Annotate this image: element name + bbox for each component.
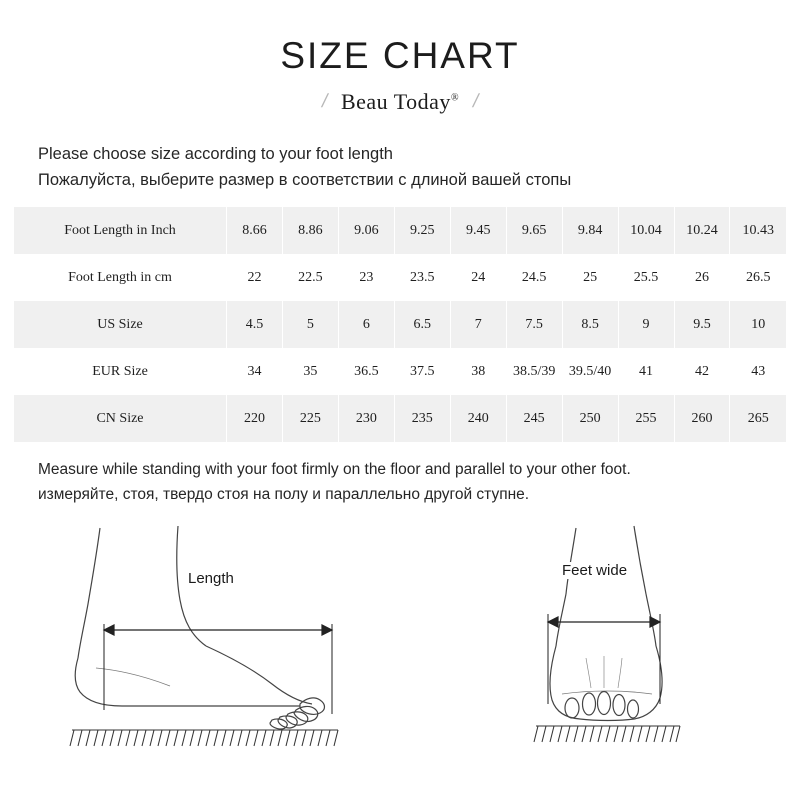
top-foot-illustration <box>550 526 662 721</box>
note-line-en: Measure while standing with your foot firmly on the floor and parallel to your other foot. <box>38 461 631 479</box>
table-cell: 9 <box>618 301 674 348</box>
table-cell: 255 <box>618 395 674 442</box>
table-cell: 25 <box>562 254 618 301</box>
row-label: CN Size <box>14 395 227 442</box>
table-cell: 42 <box>674 348 730 395</box>
table-cell: 37.5 <box>394 348 450 395</box>
brand-text: Beau Today <box>340 88 451 114</box>
row-label: EUR Size <box>14 348 227 395</box>
foot-measure-diagram <box>0 518 800 753</box>
table-row <box>14 254 786 301</box>
table-cell: 230 <box>338 395 394 442</box>
table-cell: 24.5 <box>506 254 562 301</box>
table-row <box>14 348 786 395</box>
table-cell: 23.5 <box>394 254 450 301</box>
table-cell: 39.5/40 <box>562 348 618 395</box>
row-label: Foot Length in cm <box>14 254 227 301</box>
table-cell: 5 <box>282 301 338 348</box>
slash-right-icon: / <box>470 90 481 112</box>
table-cell: 23 <box>338 254 394 301</box>
brand-name <box>341 89 459 115</box>
table-cell: 265 <box>730 395 786 442</box>
feet-wide-label: Feet wide <box>556 562 633 579</box>
table-row <box>14 301 786 348</box>
page-header <box>0 0 800 115</box>
intro-line-en: Please choose size according to your foot length <box>38 144 393 163</box>
diagram-svg <box>0 518 800 753</box>
table-cell: 9.25 <box>394 207 450 254</box>
page-title: SIZE CHART <box>280 35 520 76</box>
table-cell: 35 <box>282 348 338 395</box>
table-row <box>14 207 786 254</box>
measure-note <box>38 458 800 508</box>
table-cell: 8.5 <box>562 301 618 348</box>
table-cell: 24 <box>450 254 506 301</box>
note-line-ru: измеряйте, стоя, твердо стоя на полу и параллельно другой ступне. <box>38 486 530 504</box>
table-cell: 10 <box>730 301 786 348</box>
table-cell: 245 <box>506 395 562 442</box>
size-table <box>14 207 786 442</box>
table-row <box>14 395 786 442</box>
length-dimension-arrow <box>104 624 332 714</box>
registered-mark-icon: ® <box>450 92 460 104</box>
table-cell: 225 <box>282 395 338 442</box>
size-table-container <box>0 207 800 442</box>
table-cell: 38.5/39 <box>506 348 562 395</box>
table-cell: 9.65 <box>506 207 562 254</box>
table-cell: 9.5 <box>674 301 730 348</box>
table-cell: 8.66 <box>227 207 283 254</box>
table-cell: 250 <box>562 395 618 442</box>
table-cell: 9.06 <box>338 207 394 254</box>
ground-hatch-right <box>534 726 680 742</box>
table-cell: 220 <box>227 395 283 442</box>
intro-text <box>38 141 800 194</box>
table-cell: 6 <box>338 301 394 348</box>
table-cell: 7.5 <box>506 301 562 348</box>
table-cell: 26.5 <box>730 254 786 301</box>
table-cell: 235 <box>394 395 450 442</box>
table-cell: 34 <box>227 348 283 395</box>
table-cell: 10.43 <box>730 207 786 254</box>
table-cell: 10.24 <box>674 207 730 254</box>
table-cell: 7 <box>450 301 506 348</box>
table-cell: 10.04 <box>618 207 674 254</box>
table-cell: 25.5 <box>618 254 674 301</box>
table-cell: 43 <box>730 348 786 395</box>
intro-line-ru: Пожалуйста, выберите размер в соответствии с длиной вашей стопы <box>38 171 572 190</box>
table-cell: 22 <box>227 254 283 301</box>
table-cell: 41 <box>618 348 674 395</box>
table-cell: 36.5 <box>338 348 394 395</box>
length-label: Length <box>182 570 240 587</box>
row-label: Foot Length in Inch <box>14 207 227 254</box>
table-cell: 26 <box>674 254 730 301</box>
table-cell: 38 <box>450 348 506 395</box>
table-cell: 9.84 <box>562 207 618 254</box>
ground-hatch-left <box>70 730 338 746</box>
table-cell: 22.5 <box>282 254 338 301</box>
table-cell: 260 <box>674 395 730 442</box>
slash-left-icon: / <box>319 90 330 112</box>
table-cell: 9.45 <box>450 207 506 254</box>
row-label: US Size <box>14 301 227 348</box>
table-cell: 8.86 <box>282 207 338 254</box>
brand-line <box>0 89 800 115</box>
table-cell: 4.5 <box>227 301 283 348</box>
table-cell: 6.5 <box>394 301 450 348</box>
table-cell: 240 <box>450 395 506 442</box>
